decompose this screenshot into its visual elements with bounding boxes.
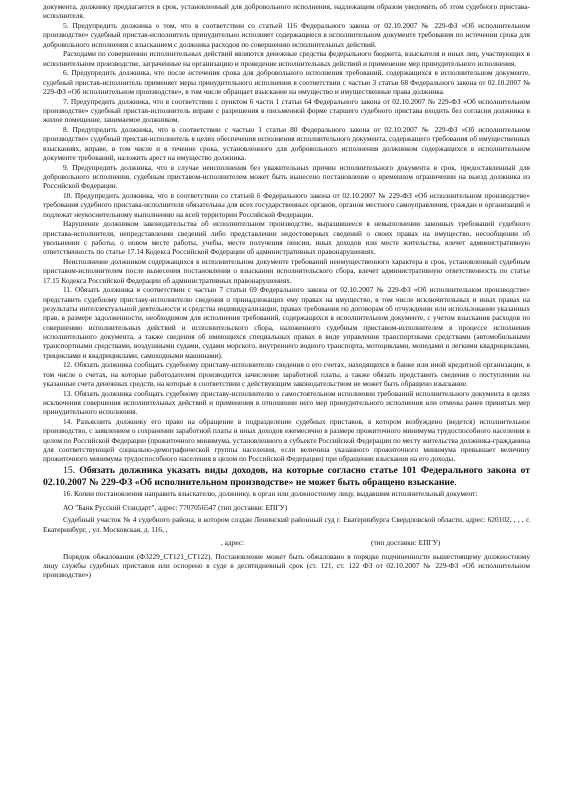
paragraph-15-bold <box>43 465 530 489</box>
paragraph-16-copies: 16. Копии постановления направить взыскателю, должнику, в орган или должностному лицу, выдавшим исполнительный документ: <box>63 489 478 499</box>
paragraph-expenses: Расходами по совершению исполнительных действий являются денежные средства федерального бюджета, взыскателя и иных лиц, участвующих в исполнительном производстве, затраченные на организацию и проведение исполнительных действий и применение мер принудительного исполнения. <box>43 49 530 68</box>
recipient-bank: АО "Банк Русский Стандарт", адрес: 7707056547 (тип доставки: ЕПГУ) <box>63 503 288 513</box>
paragraph-4-continuation: документа, должнику предлагается в срок, установленный для добровольного исполнения, надлежащим образом уведомить об этом судебного пристава-исполнителя. <box>43 2 530 21</box>
paragraph-11: 11. Обязать должника в соответствии с частью 7 статьи 69 Федерального закона от 02.10.2007 № 229-ФЗ «Об исполнительном производстве» представить судебному приставу-исполнителю сведения о принадлежащих ему правах на имущество, в том числе исключительных и иных правах на результаты интеллектуальной деятельности и средства индивидуализации, правах требования по договорам об отчуждении или использовании указанных прав, в размере задолженности, необходимом для исполнения требований, содержащихся в исполнительном документе, с учетом взыскания расходов по совершению исполнительных действий и исполнительского сбора, наложенного судебным приставом-исполнителем в процессе исполнения исполнительного документа, а также сведения об имеющихся специальных правах в виде управления транспортными средствами (автомобильными транспортными средствами, воздушными судами, судами морского, внутреннего водного транспорта, мотоциклами, мопедами и легкими квадрициклами, трициклами и квадрициклами, самоходными машинами). <box>43 285 530 360</box>
paragraph-13: 13. Обязать должника сообщать судебному приставу-исполнителю о самостоятельном исполнении требований исполнительного документа в целях исключения совершения исполнительных действий и применения в отношении него мер принудительного исполнения или отмены ранее принятых мер принудительного исполнения. <box>43 388 530 417</box>
recipient-blank-address: , адрес: <box>221 538 245 548</box>
paragraph-15-suffix: . <box>454 476 457 488</box>
recipient-blank-row <box>43 538 530 547</box>
appeal-procedure: Порядок обжалования (Ф3229_СТ121_СТ122), Постановление может быть обжаловано в порядке подчиненности вышестоящему должностному лицу службы судебных приставов или оспорено в суде в десятидневный срок (ст. 121, ст. 122 ФЗ от 02.10.2007 № 229-ФЗ «Об исполнительном производстве») <box>43 551 530 580</box>
paragraph-15-text: Обязать должника указать виды доходов, на которые согласно статье 101 Федерального закона от 02.10.2007 № 229-ФЗ «Об исполнительном производстве» не может быть обращено взыскание <box>43 464 531 488</box>
recipient-blank-delivery: (тип доставки: ЕПГУ) <box>371 538 441 548</box>
paragraph-6: 6. Предупредить должника, что после истечения срока для добровольного исполнения требований, содержащихся в исполнительном документе, судебный пристав-исполнитель применяет меры принудительного исполнения в соответствии с частью 3 статьи 68 Федерального закона от 02.10.2007 № 229-ФЗ «Об исполнительном производстве», в том числе обращает взыскание на имущество и имущественные права должника. <box>43 68 530 96</box>
paragraph-non-execution: Неисполнение должником содержащихся в исполнительном документе требований неимущественного характера в срок, установленный судебным приставом-исполнителем после вынесения постановления о взыскании исполнительского сбора, влечет административную ответственность по статье 17.15 Кодекса Российской Федерации об административных правонарушениях. <box>43 256 530 285</box>
paragraph-12: 12. Обязать должника сообщать судебному приставу-исполнителю сведения о его счетах, находящихся в банке или иной кредитной организации, в том числе о счетах, на которые работодателем производится зачисление заработной платы, а также обязать представить сведения о поступлении на указанные счета денежных средств, на которые в соответствии с действующим законодательством не может быть обращено взыскание. <box>43 360 530 389</box>
paragraph-15-number: 15. <box>63 464 76 476</box>
paragraph-violation: Нарушение должником законодательства об исполнительном производстве, выразившееся в невыполнении законных требований судебного пристава-исполнителя, непредставлении сведений либо представлении недостоверных сведений о своих правах на имущество, несообщении об увольнении с работы, о новом месте работы, учебы, месте получения пенсии, иных доходов или месте жительства, влечет административную ответственность по статье 17.14 Кодекса Российской Федерации об административных правонарушениях. <box>43 219 530 257</box>
recipient-blank-name <box>43 538 221 547</box>
recipient-court: Судебный участок № 4 судебного района, в котором создан Ленинский районный суд г. Екатеринбурга Свердловской области, адрес: 620102, , , , г. Екатеринбург, , ул. Московская, д. 116, , <box>43 515 530 534</box>
paragraph-9: 9. Предупредить должника, что в случае неисполнения без уважительных причин исполнительного документа в срок, предоставленный для добровольного исполнения, судебным приставом-исполнителем может быть вынесено постановление о временном ограничении на выезд должника из Российской Федерации. <box>43 162 530 191</box>
paragraph-5: 5. Предупредить должника о том, что в соответствии со статьей 116 Федерального закона от 02.10.2007 № 229-ФЗ «Об исполнительном производстве» судебный пристав-исполнитель принудительно исполняет содержащиеся в исполнительном документе требования по истечении срока для добровольного исполнения с взысканием с должника расходов по совершению исполнительных действий. <box>43 20 530 49</box>
paragraph-10: 10. Предупредить должника, что в соответствии со статьей 6 Федерального закона от 02.10.2007 № 229-ФЗ «Об исполнительном производстве» требования судебного пристава-исполнителя обязательны для всех государственных органов, органов местного самоуправления, граждан и организаций и подлежат неукоснительному выполнению на всей территории Российской Федерации. <box>43 190 530 219</box>
paragraph-7: 7. Предупредить должника, что в соответствии с пунктом 6 части 1 статьи 64 Федерального закона от 02.10.2007 № 229-ФЗ «Об исполнительном производстве» судебный пристав-исполнитель вправе с разрешения в письменной форме старшего судебного пристава входить без согласия должника в жилое помещение, занимаемое должником. <box>43 96 530 125</box>
paragraph-14: 14. Разъяснить должнику его право на обращение в подразделение судебных приставов, в котором возбуждено (ведется) исполнительное производство, с заявлением о сохранении заработной платы и иных доходов ежемесячно в размере прожиточного минимума трудоспособного населения в целом по Российской Федерации (прожиточного минимума, установленного в субъекте Российской Федерации по месту жительства должника-гражданина для соответствующей социально-демографической группы населения, если величина указанного прожиточного минимума превышает величину прожиточного минимума трудоспособного населения в целом по Российской Федерации) при обращении взыскания на его доходы. <box>43 416 530 464</box>
paragraph-8: 8. Предупредить должника, что в соответствии с частью 1 статьи 80 Федерального закона от 02.10.2007 № 229-ФЗ «Об исполнительном производстве» судебный пристав-исполнитель в целях обеспечения исполнения исполнительного документа, содержащего требования об имущественных взысканиях, вправе, в том числе и в течение срока, установленного для добровольного исполнения должником содержащихся в исполнительном документе требований, наложить арест на имущество должника. <box>43 124 530 162</box>
